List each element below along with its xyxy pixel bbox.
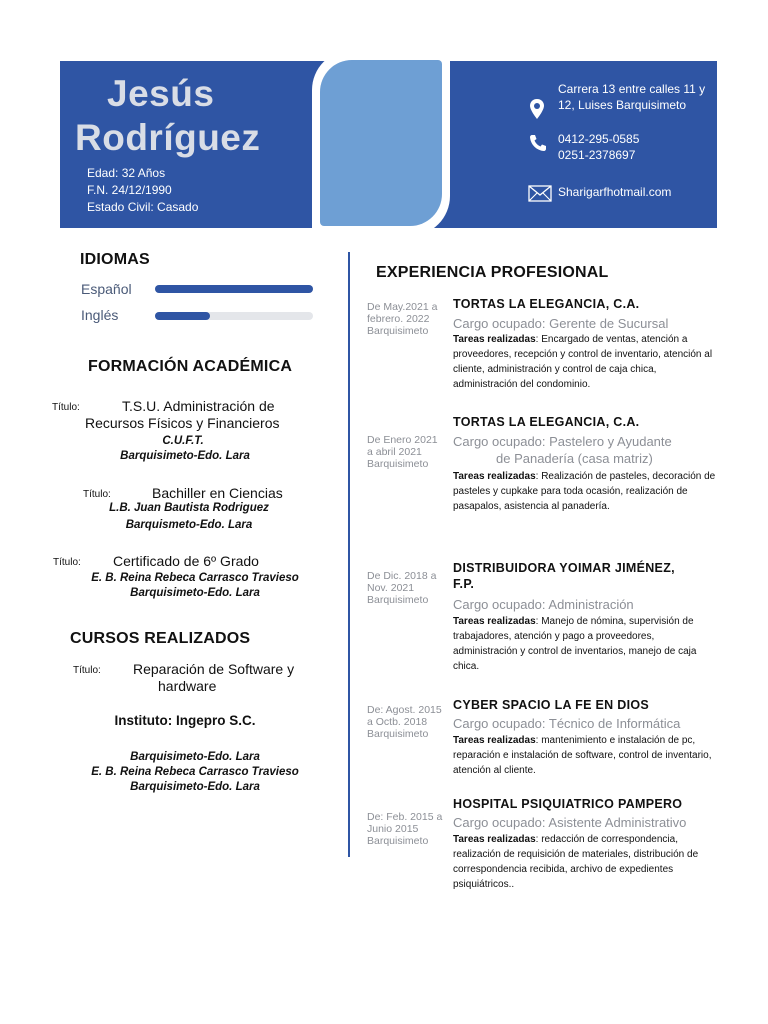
edu-institution: L.B. Juan Bautista Rodriguez Barquismeto-Edo. Lara [109, 502, 269, 531]
languages-title: IDIOMAS [80, 251, 150, 268]
experience-title: EXPERIENCIA PROFESIONAL [376, 264, 609, 281]
job-company: HOSPITAL PSIQUIATRICO PAMPERO [453, 797, 683, 811]
job-position: Cargo ocupado: Pastelero y Ayudante de Panadería (casa matriz) [453, 434, 672, 466]
location-pin-icon [529, 98, 545, 125]
job-company: CYBER SPACIO LA FE EN DIOS [453, 698, 650, 712]
job-tasks: Tareas realizadas: Encargado de ventas, atención a proveedores, recepción y control de inventario, atención al cliente, administración y control de caja chica, administración del condominio. [453, 334, 713, 390]
job-tasks: Tareas realizadas: Realización de pasteles, decoración de pasteles y cupkake para toda ocasión, realización de pasapalos, asistencia al panadería. [453, 471, 716, 512]
phone-1: 0412-295-0585 [558, 132, 640, 146]
job-tasks: Tareas realizadas: mantenimiento e instalación de pc, reparación e instalación de software, control de inventario, atención al cliente. [453, 735, 712, 776]
edu-label: Título: [52, 402, 80, 413]
job-position: Cargo ocupado: Gerente de Sucursal [453, 316, 669, 331]
phone-2: 0251-2378697 [558, 148, 636, 162]
job-date: De Dic. 2018 a Nov. 2021 Barquisimeto [367, 570, 437, 606]
job-position: Cargo ocupado: Asistente Administrativo [453, 815, 687, 830]
age: Edad: 32 Años [87, 166, 166, 180]
personal-info [87, 165, 198, 216]
edu-label: Título: [83, 489, 111, 500]
column-divider [348, 252, 350, 857]
first-name: Jesús [107, 73, 215, 114]
edu-title: Certificado de 6º Grado [113, 553, 259, 569]
envelope-icon [528, 185, 552, 207]
civil-status: Estado Civil: Casado [87, 200, 199, 214]
job-company: TORTAS LA ELEGANCIA, C.A. [453, 297, 640, 311]
job-company: DISTRIBUIDORA YOIMAR JIMÉNEZ, F.P. [453, 561, 675, 591]
phones [558, 131, 639, 163]
edu-label: Título: [53, 557, 81, 568]
job-position: Cargo ocupado: Técnico de Informática [453, 716, 681, 731]
edu-institution: E. B. Reina Rebeca Carrasco Travieso Barquisimeto-Edo. Lara [91, 572, 299, 599]
birth-date: F.N. 24/12/1990 [87, 183, 172, 197]
phone-icon [528, 133, 548, 158]
education-title: FORMACIÓN ACADÉMICA [88, 358, 293, 375]
course-title: Reparación de Software y hardware [133, 661, 295, 694]
edu-title: Bachiller en Ciencias [152, 485, 283, 501]
job-date: De: Agost. 2015 a Octb. 2018 Barquisimeto [367, 704, 442, 740]
job-date: De Enero 2021 a abril 2021 Barquisimeto [367, 434, 438, 470]
language-bar-fill [155, 285, 313, 293]
courses-title: CURSOS REALIZADOS [70, 630, 251, 647]
job-tasks: Tareas realizadas: redacción de correspondencia, realización de requisición de materiales, distribución de correspondencia recibida, archivo de expedientes psiquiátricos.. [453, 834, 699, 890]
job-tasks: Tareas realizadas: Manejo de nómina, supervisión de trabajadores, atención y pago a proveedores, administración y control de inventarios, manejo de caja chica. [453, 616, 697, 672]
language-name: Español [81, 281, 132, 297]
edu-institution: C.U.F.T. Barquisimeto-Edo. Lara [120, 435, 250, 462]
edu-title: T.S.U. Administración de Recursos Físicos y Financieros [85, 398, 280, 431]
job-date: De May.2021 a febrero. 2022 Barquisimeto [367, 301, 438, 337]
job-date: De: Feb. 2015 a Junio 2015 Barquisimeto [367, 811, 443, 847]
course-location: Barquisimeto-Edo. Lara E. B. Reina Rebeca Carrasco Travieso Barquisimeto-Edo. Lara [91, 751, 299, 793]
course-institute: Instituto: Ingepro S.C. [114, 713, 256, 728]
course-label: Título: [73, 665, 101, 676]
job-company: TORTAS LA ELEGANCIA, C.A. [453, 415, 640, 429]
language-bar-fill [155, 312, 210, 320]
job-position: Cargo ocupado: Administración [453, 597, 634, 612]
address: Carrera 13 entre calles 11 y 12, Luises Barquisimeto [558, 82, 706, 112]
language-name: Inglés [81, 307, 119, 323]
last-name: Rodríguez [75, 117, 261, 158]
email: Sharigarfhotmail.com [558, 185, 672, 199]
photo-placeholder [320, 60, 442, 226]
